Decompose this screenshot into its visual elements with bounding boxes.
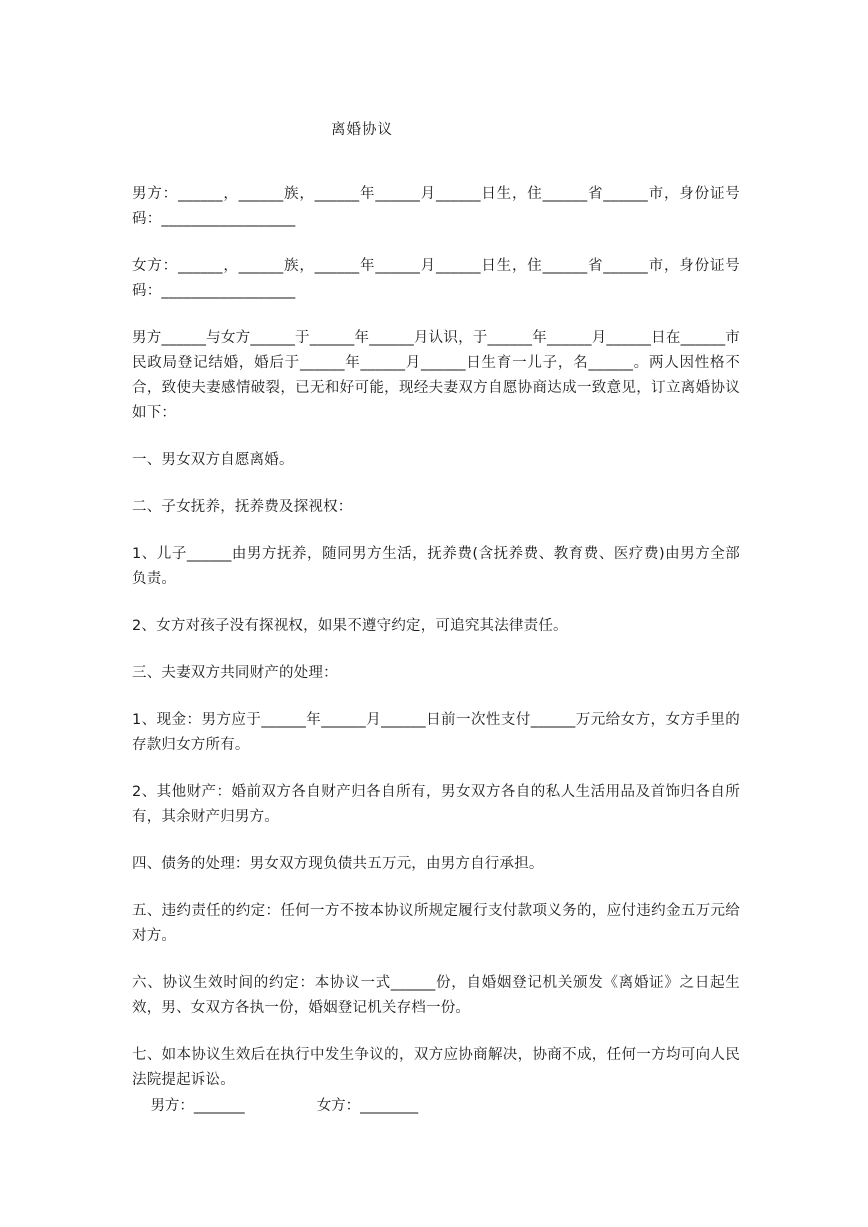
clause-1-voluntary-divorce: 一、男女双方自愿离婚。 [132, 452, 294, 468]
clause-2-item-1: 1、儿子______由男方抚养，随同男方生活，抚养费(含抚养费、教育费、医疗费)由男方全部负责。 [132, 546, 740, 587]
clause-7-disputes: 七、如本协议生效后在执行中发生争议的，双方应协商解决，协商不成，任何一方均可向人民法院提起诉讼。 [132, 1047, 740, 1088]
clause-4-debts: 四、债务的处理：男女双方现负债共五万元，由男方自行承担。 [132, 856, 544, 872]
clause-6-effective-time: 六、协议生效时间的约定：本协议一式______份，自婚姻登记机关颁发《离婚证》之日起生效，男、女双方各执一份，婚姻登记机关存档一份。 [132, 975, 740, 1016]
clause-2-heading: 二、子女抚养，抚养费及探视权： [132, 499, 353, 515]
male-signature: 男方：_______ [150, 1098, 245, 1114]
marriage-background: 男方______与女方______于______年______月认识，于______年______月______日在______市民政局登记结婚，婚后于______年______月______日生育一儿子，名______。两人因性格不合，致使夫妻感情破裂，已无和好可能，现经夫妻双方自愿协商达成一致意见，订立离婚协议如下： [132, 330, 740, 421]
female-signature: 女方：________ [316, 1098, 419, 1114]
clause-3-heading: 三、夫妻双方共同财产的处理： [132, 665, 338, 681]
document-body [132, 182, 740, 1115]
clause-2-item-2: 2、女方对孩子没有探视权，如果不遵守约定，可追究其法律责任。 [132, 618, 568, 634]
document-title: 离婚协议 [331, 122, 393, 138]
signature-line [132, 1069, 418, 1144]
clause-3-item-2: 2、其他财产：婚前双方各自财产归各自所有，男女双方各自的私人生活用品及首饰归各自所有，其余财产归男方。 [132, 784, 740, 825]
female-party-info: 女方：______，______族，______年______月______日生，住______省______市，身份证号码：__________________ [132, 258, 740, 299]
clause-5-liability: 五、违约责任的约定：任何一方不按本协议所规定履行支付款项义务的，应付违约金五万元给对方。 [132, 903, 740, 944]
male-party-info: 男方：______，______族，______年______月______日生，住______省______市，身份证号码：__________________ [132, 186, 740, 227]
clause-3-item-1: 1、现金：男方应于______年______月______日前一次性支付______万元给女方，女方手里的存款归女方所有。 [132, 712, 740, 753]
